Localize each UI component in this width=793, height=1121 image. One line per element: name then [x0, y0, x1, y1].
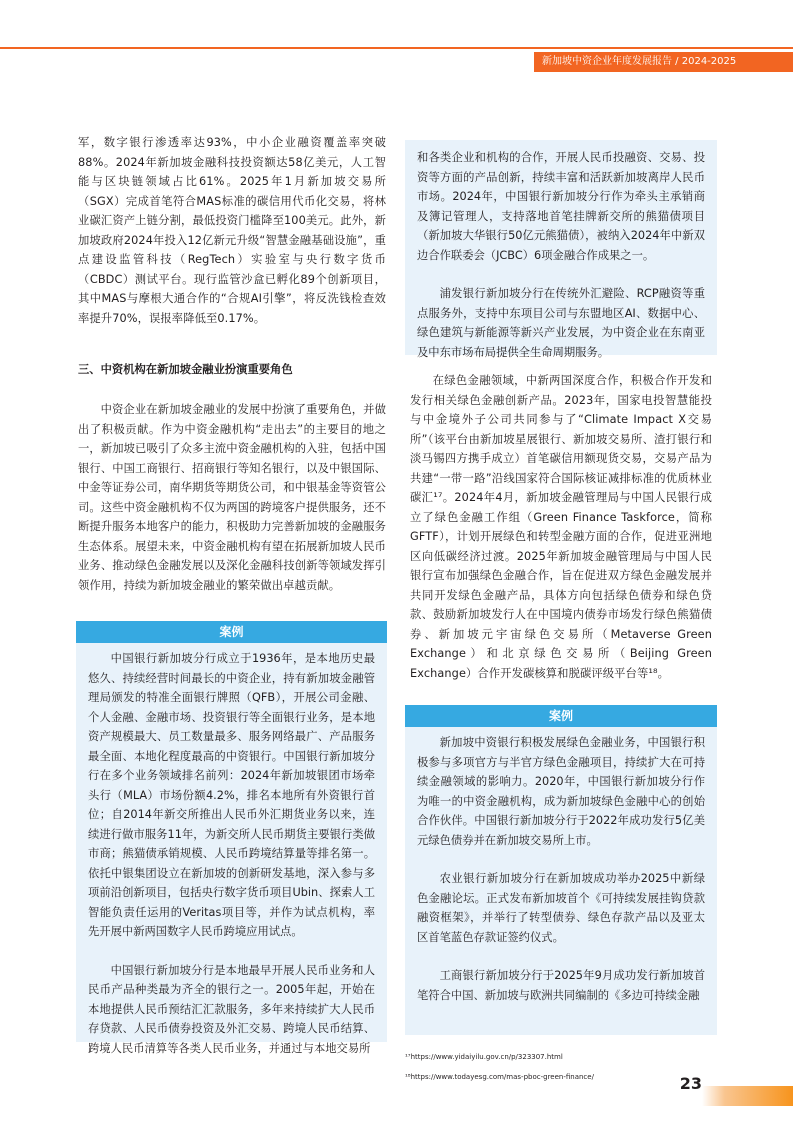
- paragraph: 工商银行新加坡分行于2025年9月成功发行新加坡首笔符合中国、新加坡与欧洲共同编制的《多边可持续金融: [417, 969, 705, 1002]
- paragraph: 新加坡中资银行积极发展绿色金融业务，中国银行积极参与多项官方与半官方绿色金融项目，持续扩大在可持续金融领域的影响力。2020年，中国银行新加坡分行作为唯一的中资金融机构，成为新加坡绿色金融中心的创始合作伙伴。中国银行新加坡分行于2022年成功发行5亿美元绿色债券并在新加坡交易所上市。: [417, 736, 705, 847]
- paragraph: 和各类企业和机构的合作，开展人民币投融资、交易、投资等方面的产品创新，持续丰富和活跃新加坡离岸人民币市场。2024年，中国银行新加坡分行作为牵头主承销商及簿记管理人，支持落地首笔挂牌新交所的熊猫债项目（新加坡大华银行50亿元熊猫债），被纳入2024年中新双边合作联委会（JCBC）6项金融合作成果之一。: [417, 151, 705, 262]
- header-rule: [0, 47, 793, 49]
- case-box-continued: [405, 140, 717, 359]
- footnote-17: ¹⁷https://www.yidaiyilu.gov.cn/p/323307.html: [405, 1053, 563, 1061]
- case-title: 案例: [76, 621, 387, 643]
- paragraph: 中国银行新加坡分行成立于1936年，是本地历史最悠久、持续经营时间最长的中资企业，持有新加坡金融管理局颁发的特准全面银行牌照（QFB），开展公司金融、个人金融、金融市场、投资银行等全面银行业务，是本地资产规模最大、员工数量最多、服务网络最广、产品服务最全面、本地化程度最高的中资银行。中国银行新加坡分行在多个业务领域排名前列：2024年新加坡银团市场牵头行（MLA）市场份额4.2%，排名本地所有外资银行首位；自2014年新交所推出人民币外汇期货业务以来，连续进行做市服务11年，为新交所人民币期货主要银行类做市商；熊猫债承销规模、人民币跨境结算量等排名第一。依托中银集团设立在新加坡的创新研发基地，深入参与多项前沿创新项目，包括央行数字货币项目Ubin、探索人工智能负责任运用的Veritas项目等，并作为试点机构，率先开展中新两国数字人民币跨境应用试点。: [88, 652, 375, 938]
- case-box-green-finance: [405, 705, 717, 1035]
- paragraph: 中资企业在新加坡金融业的发展中扮演了重要角色，并做出了积极贡献。作为中资金融机构“走出去”的主要目的地之一，新加坡已吸引了众多主流中资金融机构的入驻，包括中国银行、中国工商银行、招商银行等知名银行，以及中银国际、中金等证券公司，南华期货等期货公司，和中银基金等资管公司。这些中资金融机构不仅为两国的跨境客户提供服务，还不断提升服务本地客户的能力，积极助力完善新加坡的金融服务生态体系。展望未来，中资金融机构有望在拓展新加坡人民币业务、推动绿色金融发展以及深化金融科技创新等领域发挥引领作用，持续为新加坡金融业的繁荣做出卓越贡献。: [78, 403, 386, 592]
- paragraph: 中国银行新加坡分行是本地最早开展人民币业务和人民币产品种类最为齐全的银行之一。2005年起，开始在本地提供人民币预结汇汇款服务，多年来持续扩大人民币存贷款、人民币债券投资及外汇交易、跨境人民币结算、跨境人民币清算等各类人民币业务，并通过与本地交易所: [88, 963, 375, 1055]
- case-box-boc-singapore: [76, 621, 387, 1055]
- left-column-top-text: [78, 133, 386, 328]
- paragraph: 农业银行新加坡分行在新加坡成功举办2025中新绿色金融论坛。正式发布新加坡首个《可持续发展挂钩贷款融资框架》，并举行了转型债券、绿色存款产品以及亚太区首笔蓝色存款证签约仪式。: [417, 872, 705, 944]
- right-column-green-finance-text: [410, 371, 712, 683]
- case-body: [76, 643, 387, 1058]
- report-header-title: 新加坡中资企业年度发展报告 / 2024-2025: [534, 52, 793, 72]
- case-body: [405, 140, 717, 362]
- footnote-18: ¹⁸https://www.todayesg.com/mas-pboc-green-finance/: [405, 1073, 594, 1081]
- paragraph: 军，数字银行渗透率达93%，中小企业融资覆盖率突破88%。2024年新加坡金融科技投资额达58亿美元，人工智能与区块链领域占比61%。2025年1月新加坡交易所（SGX）完成首笔符合MAS标准的碳信用代币化交易，将林业碳汇资产上链分割，最低投资门槛降至100美元。此外，新加坡政府2024年投入12亿新元升级“智慧金融基础设施”，重点建设监管科技（RegTech）实验室与央行数字货币（CBDC）测试平台。现行监管沙盒已孵化89个创新项目，其中MAS与摩根大通合作的“合规AI引擎”，将反洗钱检查效率提升70%，误报率降低至0.17%。: [78, 136, 386, 325]
- case-body: [405, 727, 717, 1005]
- footer-accent-bar: [702, 1086, 793, 1106]
- case-title: 案例: [405, 705, 717, 727]
- left-column-section-text: [78, 400, 386, 595]
- page-number: 23: [679, 1074, 702, 1093]
- section-heading: 三、中资机构在新加坡金融业扮演重要角色: [78, 363, 293, 376]
- paragraph: 浦发银行新加坡分行在传统外汇避险、RCP融资等重点服务外，支持中东项目公司与东盟地区AI、数据中心、绿色建筑与新能源等新兴产业发展，为中资企业在东南亚及中东市场布局提供全生命周期服务。: [417, 287, 705, 359]
- paragraph: 在绿色金融领域，中新两国深度合作，积极合作开发和发行相关绿色金融创新产品。2023年，国家电投智慧能投与中金境外子公司共同参与了“Climate Impact X交易所”（该平台由新加坡星展银行、新加坡交易所、渣打银行和淡马锡四方携手成立）首笔碳信用额现货交易，交易产品为共建“一带一路”沿线国家符合国际核证减排标准的优质林业碳汇¹⁷。2024年4月，新加坡金融管理局与中国人民银行成立了绿色金融工作组（Green Finance Taskforce，简称GFTF），计划开展绿色和转型金融方面的合作，促进亚洲地区向低碳经济过渡。2025年新加坡金融管理局与中国人民银行宣布加强绿色金融合作，旨在促进双方绿色金融发展并共同开发绿色金融产品，具体方向包括绿色债券和绿色贷款、鼓励新加坡发行人在中国境内债券市场发行绿色熊猫债券、新加坡元宇宙绿色交易所（Metaverse Green Exchange）和北京绿色交易所（Beijing Green Exchange）合作开发碳核算和脱碳评级平台等¹⁸。: [410, 374, 712, 680]
